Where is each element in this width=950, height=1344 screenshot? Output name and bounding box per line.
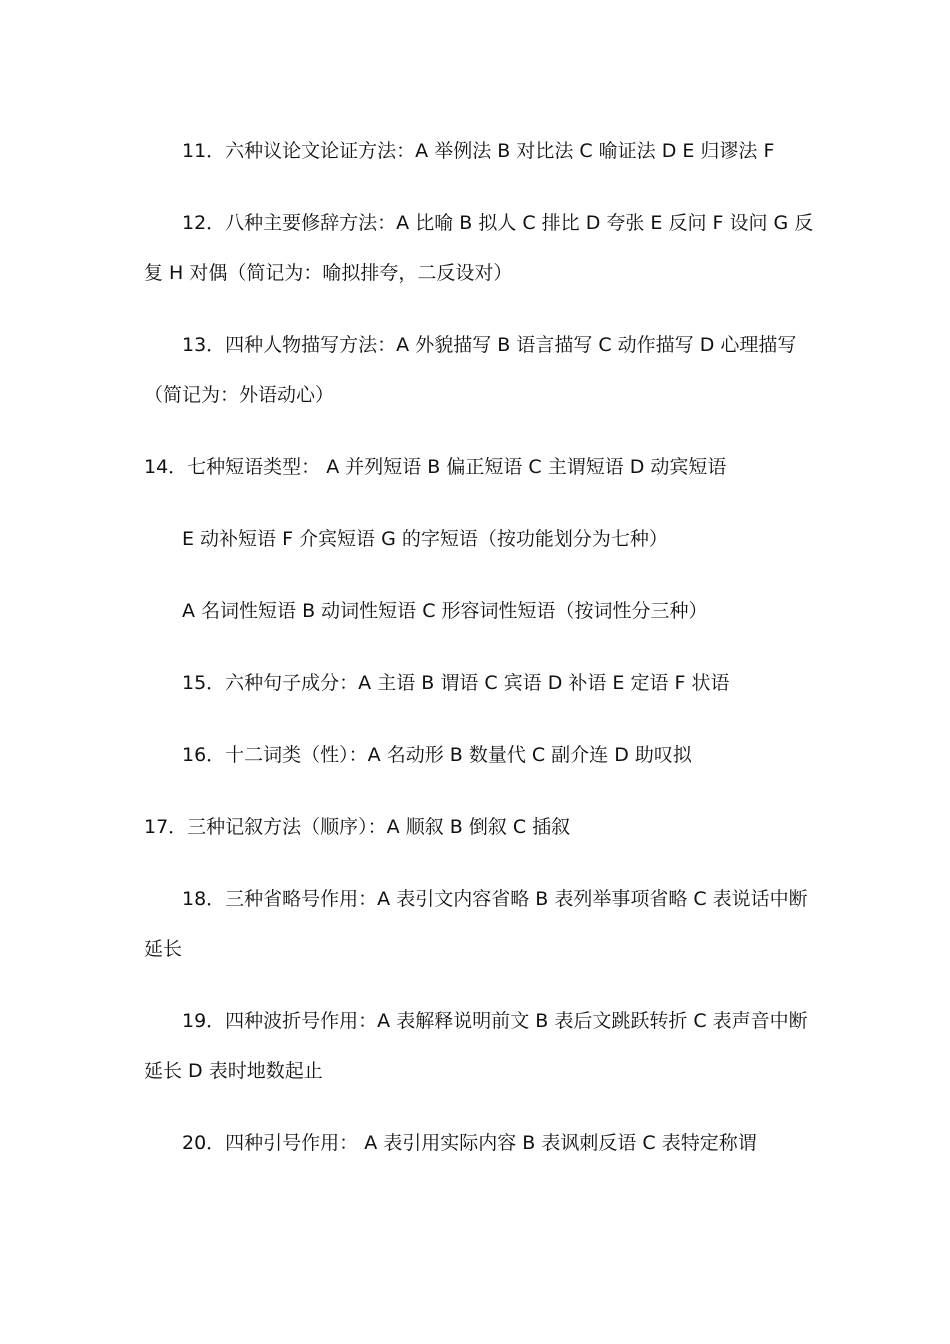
- text-line: 延长: [144, 938, 183, 960]
- item-15-sentence-components: [144, 658, 814, 708]
- item-20-quotation-mark-uses: [144, 1118, 814, 1168]
- text-line: 19．四种波折号作用：A 表解释说明前文 B 表后文跳跃转折 C 表声音中断: [182, 1010, 808, 1032]
- text-line: 11．六种议论文论证方法：A 举例法 B 对比法 C 喻证法 D E 归谬法 F: [182, 140, 775, 162]
- item-12-rhetoric-methods: [144, 198, 814, 298]
- item-16-word-classes: [144, 730, 814, 780]
- text-line: 16．十二词类（性）：A 名动形 B 数量代 C 副介连 D 助叹拟: [182, 744, 692, 766]
- text-line: 20．四种引号作用： A 表引用实际内容 B 表讽刺反语 C 表特定称谓: [182, 1132, 757, 1154]
- text-line: A 名词性短语 B 动词性短语 C 形容词性短语（按词性分三种）: [182, 600, 708, 622]
- item-11-argument-methods: [144, 126, 814, 176]
- item-19-dash-uses: [144, 996, 814, 1096]
- text-line: 15．六种句子成分：A 主语 B 谓语 C 宾语 D 补语 E 定语 F 状语: [182, 672, 730, 694]
- item-14-phrase-types-by-part-of-speech: [182, 586, 814, 636]
- text-line: 13．四种人物描写方法：A 外貌描写 B 语言描写 C 动作描写 D 心理描写: [182, 334, 797, 356]
- text-line: 18．三种省略号作用：A 表引文内容省略 B 表列举事项省略 C 表说话中断: [182, 888, 808, 910]
- text-line: 复 H 对偶（简记为：喻拟排夸，二反设对）: [144, 262, 513, 284]
- item-14-phrase-types: [144, 442, 814, 492]
- text-line: 14．七种短语类型： A 并列短语 B 偏正短语 C 主谓短语 D 动宾短语: [144, 456, 727, 478]
- text-line: E 动补短语 F 介宾短语 G 的字短语（按功能划分为七种）: [182, 528, 668, 550]
- text-line: 12．八种主要修辞方法：A 比喻 B 拟人 C 排比 D 夸张 E 反问 F 设问 G 反: [182, 212, 814, 234]
- item-17-narrative-methods: [144, 802, 814, 852]
- text-line: 延长 D 表时地数起止: [144, 1060, 323, 1082]
- item-14-phrase-types-by-function: [182, 514, 814, 564]
- text-line: 17．三种记叙方法（顺序）：A 顺叙 B 倒叙 C 插叙: [144, 816, 571, 838]
- item-13-character-description: [144, 320, 814, 420]
- item-18-ellipsis-uses: [144, 874, 814, 974]
- text-line: （简记为：外语动心）: [144, 384, 335, 406]
